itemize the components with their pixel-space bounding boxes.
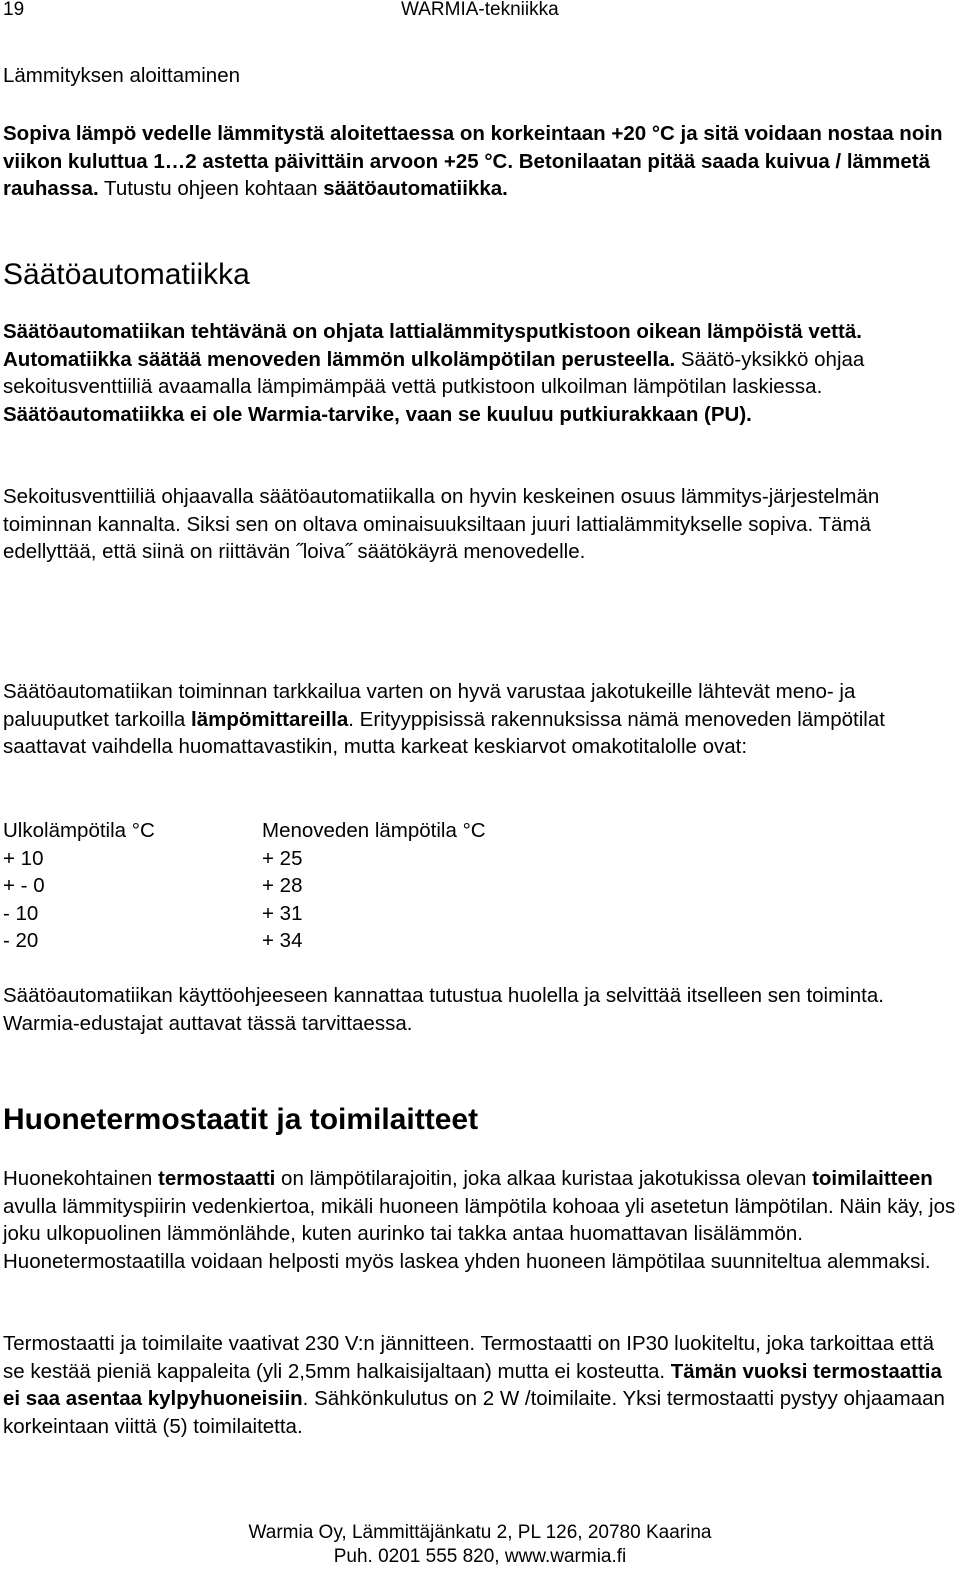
text-run: Termostaatti ja toimilaite vaativat 230 V:n jännitteen. Termostaatti on IP30 luokiteltu, joka tarkoittaa että se kestää pieniä kappaleita (yli 2,5mm halkaisijaltaan) mutta ei kosteutta. [3,1332,934,1383]
section-heading-saatoautomatiikka: Säätöautomatiikka [3,258,250,291]
section-heading-huonetermostaatit: Huonetermostaatit ja toimilaitteet [3,1103,479,1136]
table-row [3,845,486,873]
temperature-table [3,817,486,955]
paragraph-kayttoohje [3,982,958,1037]
text-run: Säätö-yksikkö ohjaa sekoitusventtiiliä avaamalla lämpimämpää vettä putkistoon ulkoilman lämpötilan laskiessa. [3,347,865,398]
bold-text-run: säätöautomatiikka. [323,177,508,200]
cell-supply-temp: + 28 [262,874,303,897]
table-row [3,872,486,900]
column-header-outdoor-temp: Ulkolämpötila °C [3,819,155,842]
cell-outdoor-temp: + 10 [3,846,44,870]
column-header-supply-temp: Menoveden lämpötila °C [262,819,486,842]
bold-text-run: Sopiva lämpö vedelle lämmitystä aloitettaessa on korkeintaan +20 °C ja sitä voidaan nostaa noin viikon kuluttua 1…2 astetta päivittäin arvoon +25 °C. Betonilaatan pitää saada kuivua / lämmetä rauhassa. [3,122,943,200]
paragraph-huonetermostaatit-1 [3,1165,958,1275]
bold-text-run: toimilaitteen [812,1167,933,1190]
paragraph-huonetermostaatit-2 [3,1330,958,1440]
cell-supply-temp: + 34 [262,929,303,952]
text-run: . Erityyppisissä rakennuksissa nämä menoveden lämpötilat saattavat vaihdella huomattavastikin, mutta karkeat keskiarvot omakotitalolle ovat: [3,707,885,758]
paragraph-saatoautomatiikka-1 [3,318,958,428]
bold-text-run: Säätöautomatiikan tehtävänä on ohjata lattialämmitysputkistoon oikean lämpöistä vettä. Automatiikka säätää menoveden lämmön ulkolämpötilan perusteella. [3,320,862,371]
cell-supply-temp: + 31 [262,901,303,925]
footer-contact: Puh. 0201 555 820, www.warmia.fi [333,1546,627,1567]
paragraph-lammityksen-aloittaminen [3,120,958,203]
text-run: Huonekohtainen [3,1167,159,1190]
bold-text-run: Säätöautomatiikka ei ole Warmia-tarvike, vaan se kuuluu putkiurakkaan (PU). [3,402,752,426]
cell-outdoor-temp: - 20 [3,929,39,952]
running-header: WARMIA-tekniikka [401,0,559,20]
text-run: on lämpötilarajoitin, joka alkaa kuristaa jakotukissa olevan [275,1167,813,1190]
bold-text-run: Tämän vuoksi termostaattia ei saa asentaa kylpyhuoneisiin [3,1359,942,1410]
text-run: Säätöautomatiikan käyttöohjeeseen kannattaa tutustua huolella ja selvittää itselleen sen toiminta. Warmia-edustajat auttavat tässä tarvittaessa. [3,984,884,1035]
text-run: avulla lämmityspiirin vedenkiertoa, mikäli huoneen lämpötila kohoaa yli asetetun lämpötilan. Näin käy, jos joku ulkopuolinen lämmönlähde, kuten aurinko tai takka antaa huomattavan lisälämmön. Huonetermostaatilla voidaan helposti myös laskea yhden huoneen lämpötilaa suunniteltua alemmaksi. [3,1194,956,1273]
paragraph-saatoautomatiikka-2 [3,483,958,566]
text-run: Sekoitusventtiiliä ohjaavalla säätöautomatiikalla on hyvin keskeinen osuus lämmitys-järjestelmän toiminnan kannalta. Siksi sen on oltava ominaisuuksiltaan juuri lattialämmitykselle sopiva. Tämä edellyttää, että siinä on riittävän ˝loiva˝ säätökäyrä menovedelle. [3,485,880,563]
table-row [3,900,486,928]
section-heading-lammityksen-aloittaminen: Lämmityksen aloittaminen [3,64,240,87]
cell-outdoor-temp: + - 0 [3,874,45,897]
text-run: . Sähkönkulutus on 2 W /toimilaite. Yksi termostaatti pystyy ohjaamaan korkeintaan viittä (5) toimilaitetta. [3,1387,945,1438]
bold-text-run: termostaatti [158,1167,276,1190]
table-row [3,927,486,955]
footer-address: Warmia Oy, Lämmittäjänkatu 2, PL 126, 20780 Kaarina [248,1522,712,1543]
text-run: Säätöautomatiikan toiminnan tarkkailua varten on hyvä varustaa jakotukeille lähtevät meno- ja paluuputket tarkoilla [3,680,856,731]
cell-supply-temp: + 25 [262,846,303,870]
table-header-row [3,817,486,845]
paragraph-saatoautomatiikka-3 [3,678,958,761]
cell-outdoor-temp: - 10 [3,901,39,925]
page-number: 19 [3,0,25,20]
text-run: Tutustu ohjeen kohtaan [98,177,324,200]
bold-text-run: lämpömittareilla [191,707,349,731]
